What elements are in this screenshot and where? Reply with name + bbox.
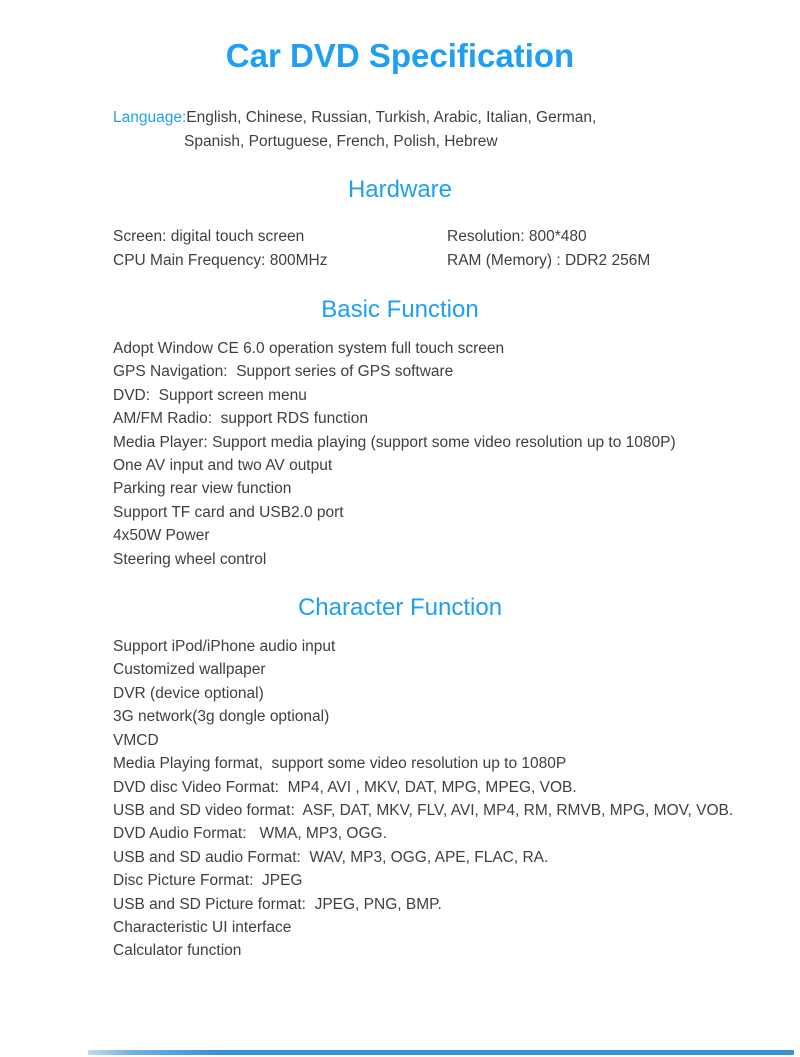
language-values-line1: English, Chinese, Russian, Turkish, Arabic, Italian, German, — [186, 109, 597, 126]
hardware-ram-cell: RAM (Memory) : DDR2 256M — [447, 252, 651, 269]
page-title: Car DVD Specification — [225, 37, 575, 74]
character-function-item: DVR (device optional) — [113, 684, 264, 702]
language-values-line2: Spanish, Portuguese, French, Polish, Hebrew — [184, 132, 498, 150]
hardware-resolution-cell: Resolution: 800*480 — [447, 228, 587, 245]
basic-function-item: GPS Navigation: Support series of GPS software — [113, 363, 454, 381]
basic-function-item: Steering wheel control — [113, 550, 267, 568]
character-function-item: Customized wallpaper — [113, 661, 266, 679]
hardware-table — [113, 225, 800, 273]
character-function-item: Support iPod/iPhone audio input — [113, 638, 336, 656]
language-line-1 — [113, 106, 800, 130]
basic-function-item: Support TF card and USB2.0 port — [113, 503, 344, 521]
basic-function-heading: Basic Function — [321, 296, 479, 323]
character-function-heading: Character Function — [297, 594, 503, 622]
basic-function-item: Parking rear view function — [113, 480, 292, 498]
basic-function-item: One AV input and two AV output — [113, 457, 333, 475]
character-function-item: Characteristic UI interface — [113, 918, 292, 936]
hardware-heading: Hardware — [347, 176, 453, 203]
character-function-item: Disc Picture Format: JPEG — [113, 872, 303, 890]
basic-function-item: Media Player: Support media playing (support some video resolution up to 1080P) — [113, 433, 676, 451]
character-function-list — [113, 635, 800, 963]
character-function-item: USB and SD video format: ASF, DAT, MKV, FLV, AVI, MP4, RM, RMVB, MPG, MOV, VOB. — [113, 801, 734, 819]
language-label: Language: — [113, 109, 187, 126]
basic-function-item: DVD: Support screen menu — [113, 386, 307, 404]
character-function-item: Media Playing format, support some video resolution up to 1080P — [113, 755, 567, 773]
basic-function-item: AM/FM Radio: support RDS function — [113, 410, 368, 428]
character-function-item: VMCD — [113, 731, 159, 749]
language-block — [113, 106, 800, 153]
character-function-item: Calculator function — [113, 942, 242, 960]
basic-function-item: Adopt Window CE 6.0 operation system full touch screen — [113, 340, 505, 357]
hardware-screen-cell: Screen: digital touch screen — [113, 228, 305, 245]
bottom-accent-bar — [88, 1050, 794, 1055]
hardware-cpu-cell: CPU Main Frequency: 800MHz — [113, 252, 328, 269]
basic-function-item: 4x50W Power — [113, 527, 210, 545]
spec-document — [0, 36, 800, 1057]
basic-function-list — [113, 337, 800, 571]
character-function-item: USB and SD audio Format: WAV, MP3, OGG, APE, FLAC, RA. — [113, 848, 549, 866]
character-function-item: DVD disc Video Format: MP4, AVI , MKV, DAT, MPG, MPEG, VOB. — [113, 778, 577, 796]
character-function-item: USB and SD Picture format: JPEG, PNG, BMP. — [113, 895, 442, 913]
character-function-item: 3G network(3g dongle optional) — [113, 708, 330, 726]
character-function-item: DVD Audio Format: WMA, MP3, OGG. — [113, 825, 387, 843]
